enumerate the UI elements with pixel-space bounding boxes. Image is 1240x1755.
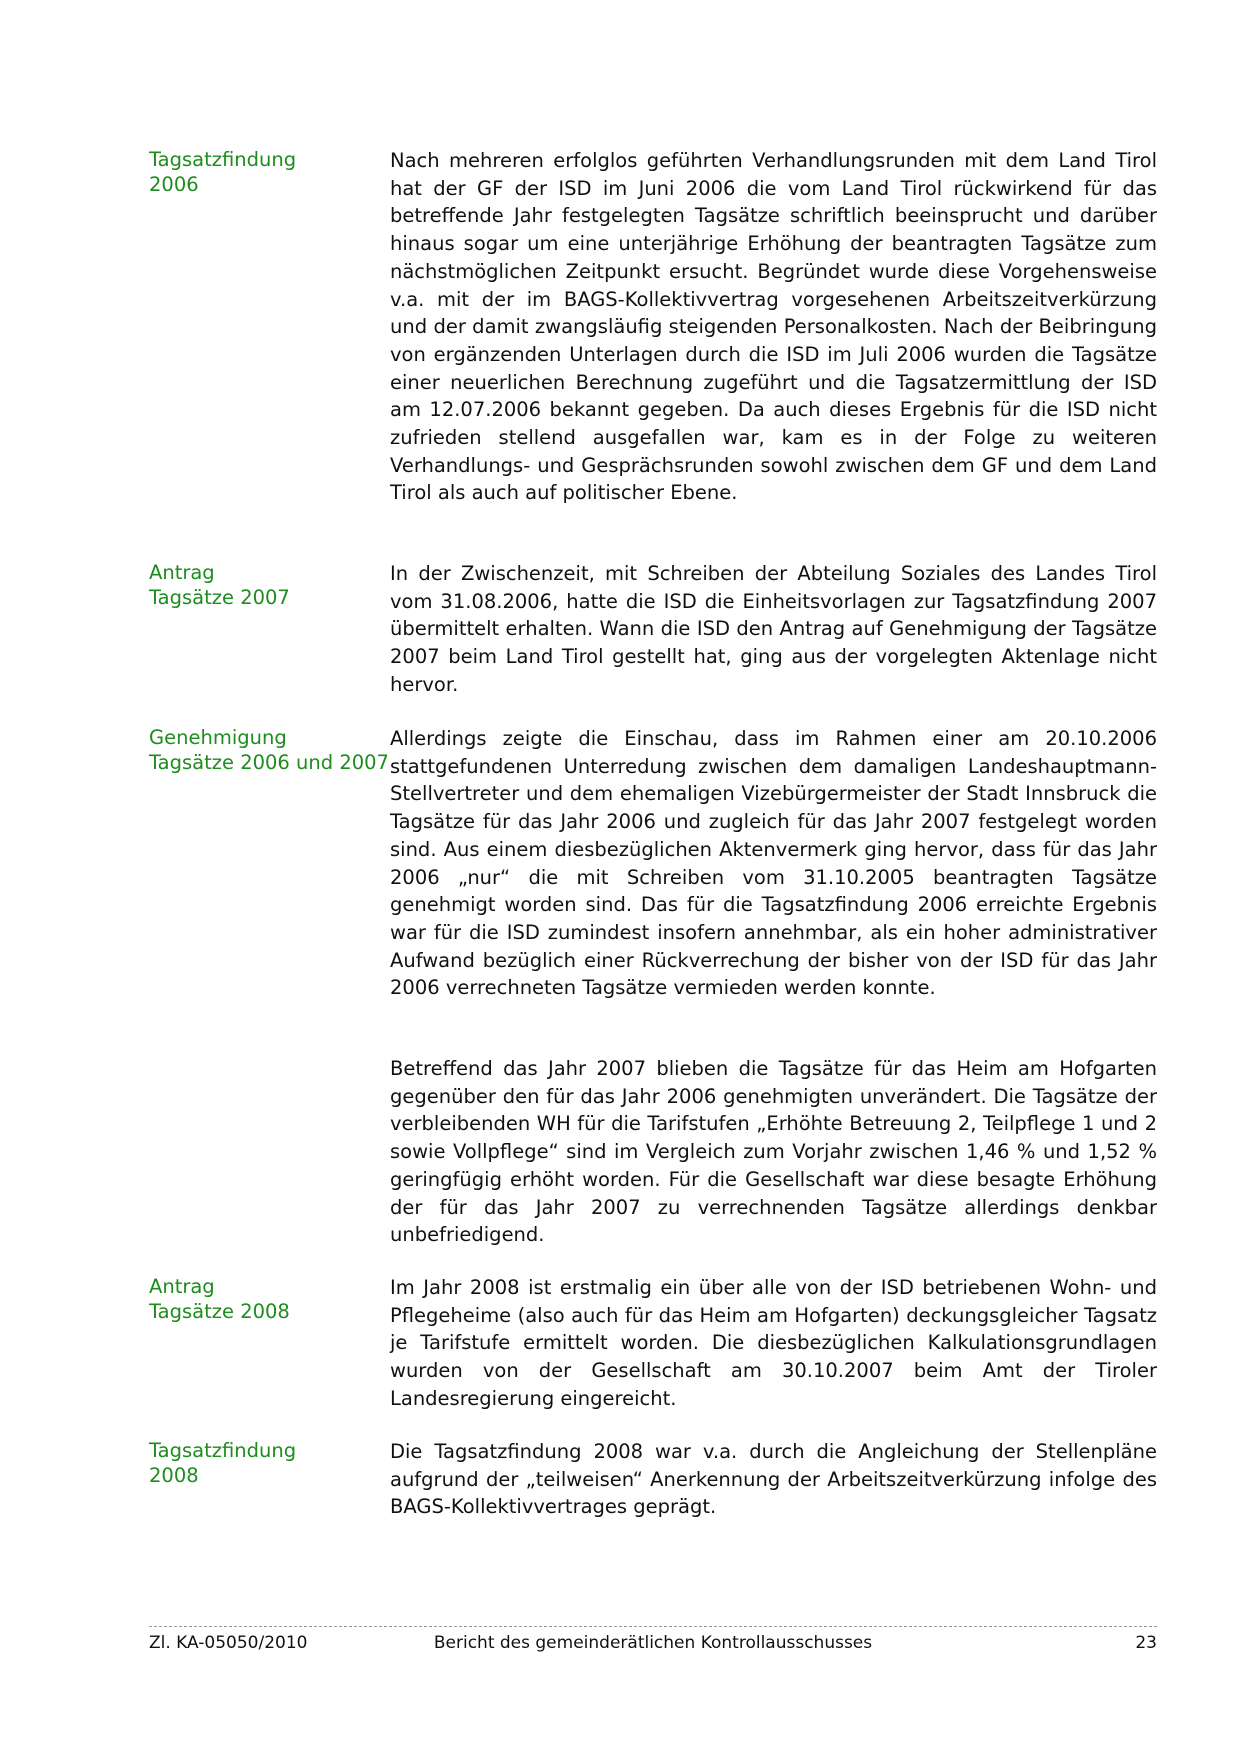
paragraph: Allerdings zeigte die Einschau, dass im Rahmen einer am 20.10.2006 stattgefundenen Unterredung zwischen dem damaligen Landeshauptmann-Stellvertreter und dem ehemaligen Vizebürgermeister der Stadt Innsbruck die Tagsätze für das Jahr 2006 und zugleich für das Jahr 2007 festgelegt worden sind. Aus einem diesbezüglichen Aktenvermerk ging hervor, dass für das Jahr 2006 „nur“ die mit Schreiben vom 31.10.2005 beantragten Tagsätze genehmigt worden sind. Das für die Tagsatzfindung 2006 erreichte Ergebnis war für die ISD zumindest insofern annehmbar, als ein hoher administrativer Aufwand bezüglich einer Rückverrechung der bisher von der ISD für das Jahr 2006 verrechneten Tagsätze vermieden werden konnte. xyxy=(390,727,1157,1000)
footer-title: Bericht des gemeinderätlichen Kontrollausschusses xyxy=(433,1633,873,1653)
margin-note xyxy=(149,560,389,610)
paragraph: Nach mehreren erfolglos geführten Verhandlungsrunden mit dem Land Tirol hat der GF der ISD im Juni 2006 die vom Land Tirol rückwirkend für das betreffende Jahr festgelegten Tagsätze schriftlich beeinsprucht und darüber hinaus sogar um eine unterjährige Erhöhung der beantragten Tagsätze zum nächstmöglichen Zeitpunkt ersucht. Begründet wurde diese Vorgehensweise v.a. mit der im BAGS-Kollektivvertrag vorgesehenen Arbeitszeitverkürzung und der damit zwangsläufig steigenden Personalkosten. Nach der Beibringung von ergänzenden Unterlagen durch die ISD im Juli 2006 wurden die Tagsätze einer neuerlichen Berechnung zugeführt und die Tagsatzermittlung der ISD am 12.07.2006 bekannt gegeben. Da auch dieses Ergebnis für die ISD nicht zufrieden stellend ausgefallen war, kam es in der Folge zu weiteren Verhandlungs- und Gesprächsrunden sowohl zwischen dem GF und dem Land Tirol als auch auf politischer Ebene. xyxy=(390,149,1157,505)
margin-note xyxy=(149,1438,389,1488)
margin-note-line: 2006 xyxy=(149,173,199,196)
margin-note-line: Antrag xyxy=(149,1275,215,1298)
margin-note-line: Genehmigung xyxy=(149,726,287,749)
margin-note xyxy=(149,147,389,197)
page-number: 23 xyxy=(1135,1633,1157,1653)
margin-note xyxy=(149,725,389,775)
margin-note-line: Tagsätze 2008 xyxy=(149,1300,290,1323)
paragraph: Betreffend das Jahr 2007 blieben die Tagsätze für das Heim am Hofgarten gegenüber den für das Jahr 2006 genehmigten unverändert. Die Tagsätze der verbleibenden WH für die Tarifstufen „Erhöhte Betreuung 2, Teilpflege 1 und 2 sowie Vollpflege“ sind im Vergleich zum Vorjahr zwischen 1,46 % und 1,52 % geringfügig erhöht worden. Für die Gesellschaft war diese besagte Erhöhung der für das Jahr 2007 zu verrechnenden Tagsätze allerdings denkbar unbefriedigend. xyxy=(390,1057,1157,1247)
margin-note-line: Antrag xyxy=(149,561,215,584)
page-footer xyxy=(149,1632,1157,1656)
paragraph: In der Zwischenzeit, mit Schreiben der Abteilung Soziales des Landes Tirol vom 31.08.2006, hatte die ISD die Einheitsvorlagen zur Tagsatzfindung 2007 übermittelt erhalten. Wann die ISD den Antrag auf Genehmigung der Tagsätze 2007 beim Land Tirol gestellt hat, ging aus der vorgelegten Aktenlage nicht hervor. xyxy=(390,562,1157,696)
paragraph: Im Jahr 2008 ist erstmalig ein über alle von der ISD betriebenen Wohn- und Pflegeheime (also auch für das Heim am Hofgarten) deckungsgleicher Tagsatz je Tarifstufe ermittelt worden. Die diesbezüglichen Kalkulationsgrundlagen wurden von der Gesellschaft am 30.10.2007 beim Amt der Tiroler Landesregierung eingereicht. xyxy=(390,1276,1157,1410)
footer-divider xyxy=(149,1626,1157,1627)
margin-note xyxy=(149,1274,389,1324)
margin-note-line: Tagsätze 2006 und 2007 xyxy=(149,751,389,774)
margin-note-line: 2008 xyxy=(149,1464,199,1487)
margin-note-line: Tagsätze 2007 xyxy=(149,586,290,609)
footer-reference: Zl. KA-05050/2010 xyxy=(149,1633,308,1653)
margin-note-line: Tagsatzfindung xyxy=(149,148,297,171)
paragraph: Die Tagsatzfindung 2008 war v.a. durch die Angleichung der Stellenpläne aufgrund der „teilweisen“ Anerkennung der Arbeitszeitverkürzung infolge des BAGS-Kollektivvertrages geprägt. xyxy=(390,1440,1157,1519)
margin-note-line: Tagsatzfindung xyxy=(149,1439,297,1462)
